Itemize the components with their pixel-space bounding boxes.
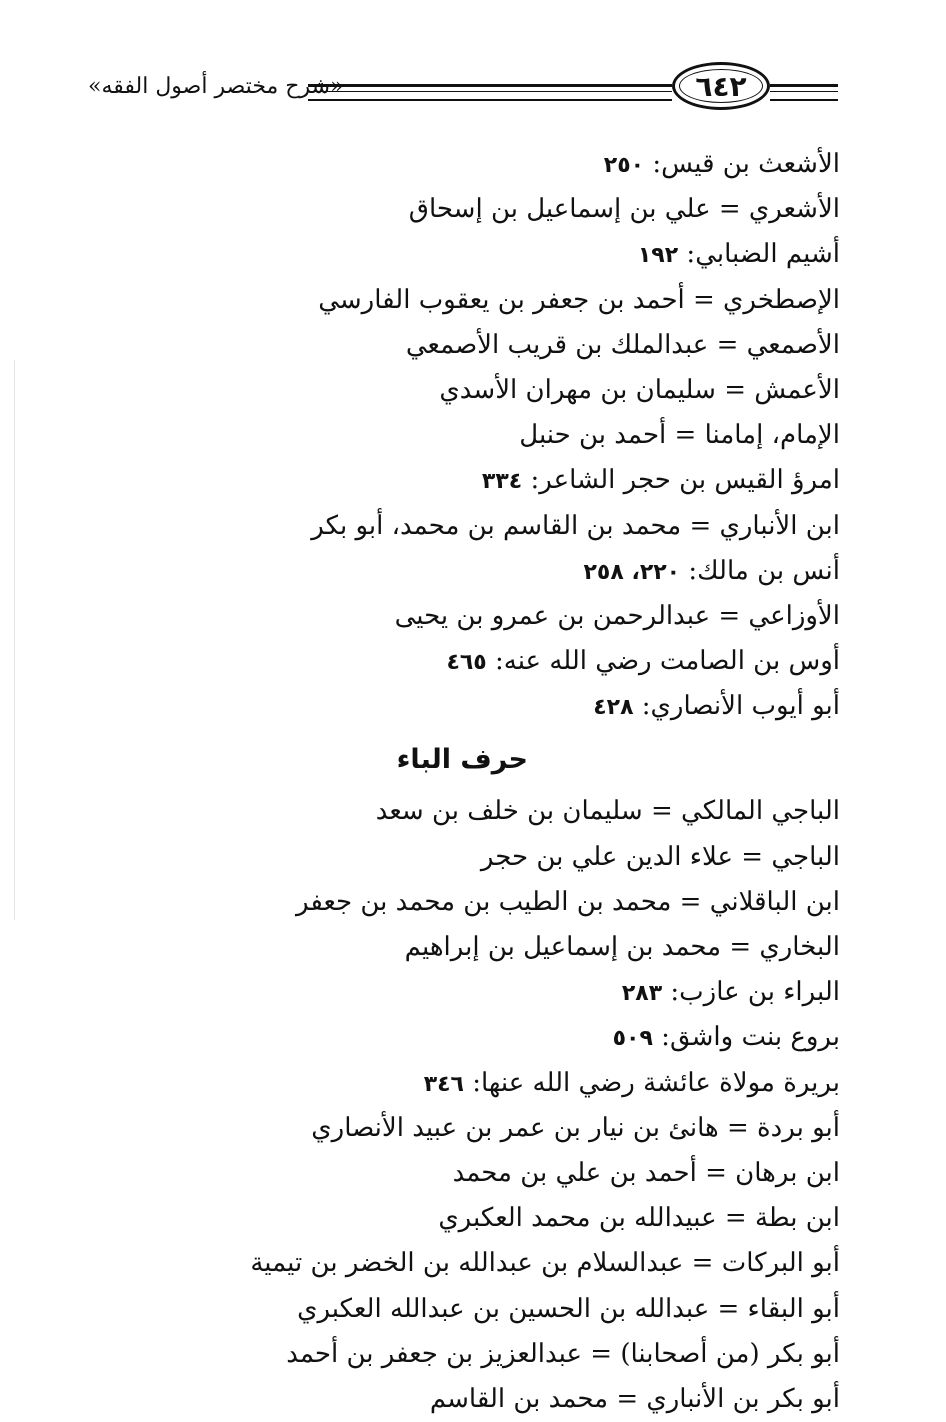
entry-name: أبو بردة = هانئ بن نيار بن عمر بن عبيد الأنصاري (311, 1112, 840, 1143)
entry-name: الإمام، إمامنا = أحمد بن حنبل (519, 420, 840, 451)
running-book-title: «شرح مختصر أصول الفقه» (88, 74, 344, 99)
entry-name: أبو بكر بن الأنباري = محمد بن القاسم (429, 1383, 840, 1414)
entry-name: ابن برهان = أحمد بن علي بن محمد (452, 1157, 840, 1188)
entry-pages: ٢٥٠ (603, 153, 645, 178)
entry-name: الإصطخري = أحمد بن جعفر بن يعقوب الفارسي (318, 284, 840, 315)
section-heading-ba: حرف الباء (396, 744, 528, 776)
page-number: ٦٤٢ (695, 69, 747, 103)
entry-pages: ٢٢٠، ٢٥٨ (583, 559, 681, 585)
index-entry (250, 1241, 840, 1286)
page-number-oval (672, 62, 770, 110)
header-rule-left (308, 84, 672, 101)
entry-name: بروع بنت واشق: (652, 1022, 840, 1053)
index-entry (280, 789, 840, 834)
entry-name: أنس بن مالك: (680, 555, 840, 586)
index-entry (280, 187, 840, 232)
scan-margin-line (14, 360, 15, 920)
index-entry (280, 1061, 840, 1106)
index-entry (280, 639, 840, 684)
index-entry (280, 413, 840, 458)
entry-name: ابن الأنباري = محمد بن القاسم بن محمد، أبو بكر (311, 510, 840, 541)
entry-pages: ٢٨٣ (621, 981, 663, 1007)
index-entry (280, 1287, 840, 1332)
index-entry (280, 594, 840, 639)
section-ba-list (250, 789, 840, 1422)
entry-pages: ٥٠٩ (612, 1026, 653, 1052)
index-entry (280, 323, 840, 368)
entry-name: البراء بن عازب: (662, 977, 840, 1008)
index-entry (280, 549, 840, 594)
entry-name: الباجي = علاء الدين علي بن حجر (480, 841, 840, 872)
entry-pages: ٣٤٦ (423, 1071, 464, 1097)
index-entry (280, 925, 840, 970)
entry-name: ابن الباقلاني = محمد بن الطيب بن محمد بن جعفر (295, 886, 840, 917)
index-entry (280, 278, 840, 323)
entry-pages: ٤٢٨ (593, 695, 634, 721)
entry-name: الأشعث بن قيس: (644, 149, 840, 179)
entry-name: أبو أيوب الأنصاري: (633, 691, 840, 722)
entry-name: بريرة مولاة عائشة رضي الله عنها: (463, 1067, 840, 1098)
index-entry (280, 368, 840, 413)
index-entry (280, 1015, 840, 1060)
entry-name: الأعمش = سليمان بن مهران الأسدي (439, 374, 840, 405)
entry-name: الأشعري = علي بن إسماعيل بن إسحاق (408, 194, 840, 225)
index-entry (280, 1196, 840, 1241)
entry-name: الأوزاعي = عبدالرحمن بن عمرو بن يحيى (394, 600, 840, 631)
index-entry (280, 970, 840, 1015)
header-rule-right (770, 84, 838, 101)
index-entry (280, 458, 840, 503)
entry-name: البخاري = محمد بن إسماعيل بن إبراهيم (404, 932, 840, 962)
entry-name: أوس بن الصامت رضي الله عنه: (486, 646, 840, 677)
index-entry (280, 142, 840, 187)
entry-name: أبو البركات = عبدالسلام بن عبدالله بن الخضر بن تيمية (250, 1248, 840, 1279)
index-entry (280, 1377, 840, 1422)
index-entry (280, 684, 840, 729)
entry-name: ابن بطة = عبيدالله بن محمد العكبري (438, 1203, 840, 1234)
index-entry (280, 1332, 840, 1377)
entry-pages: ١٩٢ (637, 243, 679, 269)
entry-name: أشيم الضبابي: (678, 239, 840, 270)
index-entry (280, 232, 840, 277)
entry-name: الأصمعي = عبدالملك بن قريب الأصمعي (405, 329, 840, 360)
index-entry (280, 1106, 840, 1151)
index-entry (280, 1151, 840, 1196)
entry-name: أبو بكر (من أصحابنا) = عبدالعزيز بن جعفر بن أحمد (286, 1338, 840, 1369)
entry-name: أبو البقاء = عبدالله بن الحسين بن عبدالله العكبري (297, 1293, 840, 1324)
index-entry (280, 504, 840, 549)
entry-pages: ٣٣٤ (481, 469, 523, 495)
index-entry (280, 880, 840, 925)
section-alif-list (280, 142, 840, 729)
entry-pages: ٤٦٥ (446, 650, 487, 676)
page-header (0, 0, 946, 130)
index-entry (280, 835, 840, 880)
index-content (250, 142, 840, 1422)
entry-name: امرؤ القيس بن حجر الشاعر: (522, 465, 840, 496)
entry-name: الباجي المالكي = سليمان بن خلف بن سعد (375, 796, 840, 827)
